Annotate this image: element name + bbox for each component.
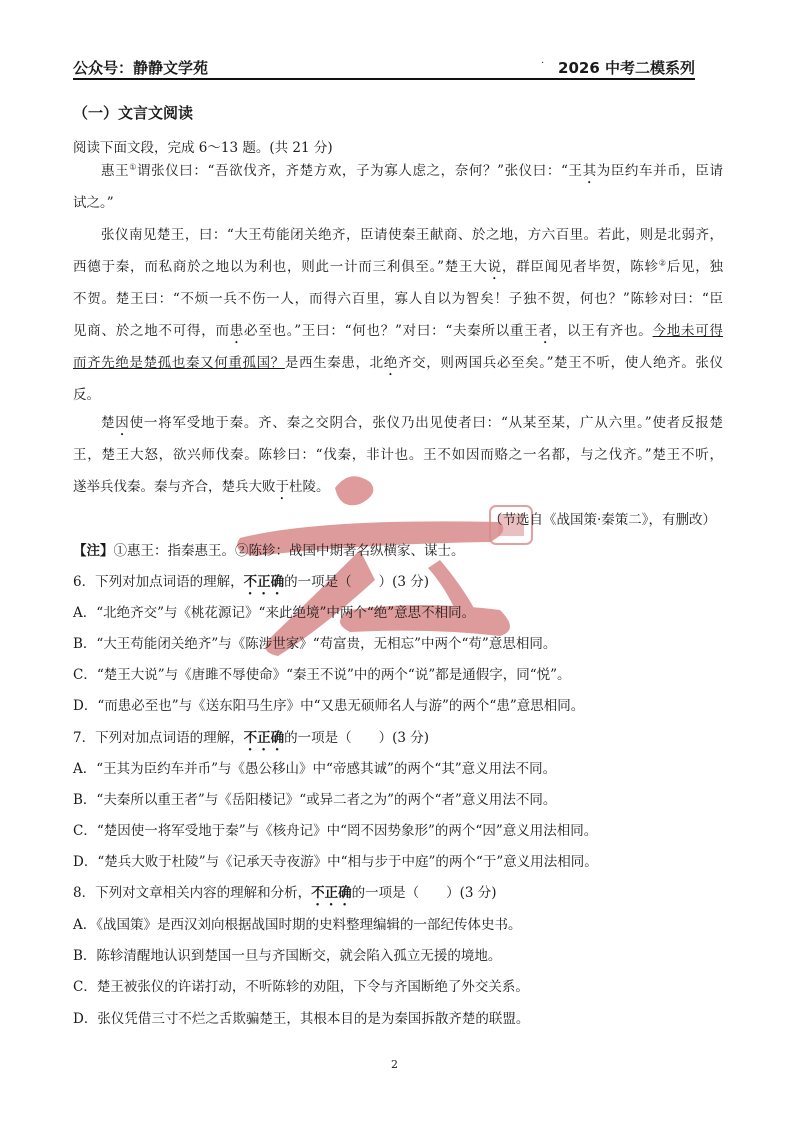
page-number: 2	[391, 1058, 398, 1071]
footnote: 【注】①惠王：指秦惠王。②陈轸：战国中期著名纵横家、谋士。	[73, 543, 465, 559]
passage-line: 反。	[73, 387, 100, 403]
passage-line: 惠王①谓张仪曰：“吾欲伐齐，齐楚方欢，子为寡人虑之，奈何？”张仪曰：“王其为臣约车并币，臣请	[101, 162, 724, 179]
question-8-option-d: D．张仪凭借三寸不烂之舌欺骗楚王，其根本目的是为秦国拆散齐楚的联盟。	[73, 1011, 530, 1027]
question-8-stem: 8．下列对文章相关内容的理解和分析，不正确的一项是（ ）(3 分)	[73, 885, 497, 901]
passage-line: 张仪南见楚王，曰：“大王苟能闭关绝齐，臣请使秦王献商、於之地，方六百里。若此，则是北弱齐，	[101, 227, 723, 243]
header-rule	[73, 78, 695, 80]
question-7-stem: 7．下列对加点词语的理解，不正确的一项是（ ）(3 分)	[73, 730, 430, 746]
page-header	[73, 55, 695, 79]
header-dot: .	[541, 55, 545, 66]
passage-line: 西德于秦，而私商於之地以为利也，则此一计而三利俱至。”楚王大说，群臣闻见者毕贺，陈轸②后见，独	[73, 258, 724, 275]
question-8-option-a: A．《战国策》是西汉刘向根据战国时期的史料整理编辑的一部纪传体史书。	[73, 917, 522, 933]
question-6-option-a: A．“北绝齐交”与《桃花源记》“来此绝境”中两个“绝”意思不相同。	[73, 605, 476, 621]
passage-line: 而齐先绝是楚孤也秦又何重孤国？是西生秦患，北绝齐交，则两国兵必至矣。”楚王不听，使人绝齐。张仪	[73, 355, 724, 371]
question-7-option-a: A．“王其为臣约车并币”与《愚公移山》中“帝感其诚”的两个“其”意义用法不同。	[73, 761, 557, 777]
section-title: （一）文言文阅读	[73, 104, 194, 122]
question-6-stem: 6．下列对加点词语的理解，不正确的一项是（ ）(3 分)	[73, 574, 430, 590]
passage-line: 不贺。楚王曰：“不烦一兵不伤一人，而得六百里，寡人自以为智矣！子独不贺，何也？”陈轸对曰：“臣	[73, 291, 723, 307]
passage-line: 遂举兵伐秦。秦与齐合，楚兵大败于杜陵。	[73, 479, 330, 495]
passage-paragraph-1	[73, 155, 723, 219]
passage-paragraph-2	[73, 219, 723, 411]
question-6-option-c: C．“楚王大说”与《唐雎不辱使命》“秦王不说”中的两个“说”都是通假字，同“悦”。	[73, 667, 571, 683]
question-7-option-d: D．“楚兵大败于杜陵”与《记承天寺夜游》中“相与步于中庭”的两个“于”意义用法相同。	[73, 854, 598, 870]
source-citation: （节选自《战国策·秦策二》，有删改）	[488, 512, 716, 528]
question-7-option-b: B．“夫秦所以重王者”与《岳阳楼记》“或异二者之为”的两个“者”意义用法不同。	[73, 792, 557, 808]
header-publisher: 公众号：静静文学苑	[73, 59, 209, 77]
passage-line: 楚因使一将军受地于秦。齐、秦之交阴合，张仪乃出见使者曰：“从某至某，广从六里。”使者反报楚	[101, 415, 724, 431]
passage-line: 见商、於之地不可得，而患必至也。”王曰：“何也？”对曰：“夫秦所以重王者，以王有齐也。今地未可得	[73, 323, 724, 339]
header-series: 2026 中考二模系列	[558, 59, 695, 77]
passage-line: 王，楚王大怒，欲兴师伐秦。陈轸曰：“伐秦，非计也。王不如因而赂之一名都，与之伐齐。”楚王不听，	[73, 447, 723, 463]
instruction: 阅读下面文段，完成 6～13 题。(共 21 分)	[73, 140, 333, 156]
question-6-option-d: D．“而患必至也”与《送东阳马生序》中“又患无硕师名人与游”的两个“患”意思相同。	[73, 698, 585, 714]
passage-paragraph-3	[73, 407, 723, 503]
question-6-option-b: B．“大王苟能闭关绝齐”与《陈涉世家》“苟富贵，无相忘”中两个“苟”意思相同。	[73, 636, 557, 652]
question-8-option-b: B．陈轸清醒地认识到楚国一旦与齐国断交，就会陷入孤立无援的境地。	[73, 948, 502, 964]
question-8-option-c: C．楚王被张仪的许诺打动，不听陈轸的劝阻，下令与齐国断绝了外交关系。	[73, 979, 529, 995]
passage-line: 试之。”	[73, 195, 114, 211]
question-7-option-c: C．“楚因使一将军受地于秦”与《核舟记》中“罔不因势象形”的两个“因”意义用法相同。	[73, 823, 598, 839]
